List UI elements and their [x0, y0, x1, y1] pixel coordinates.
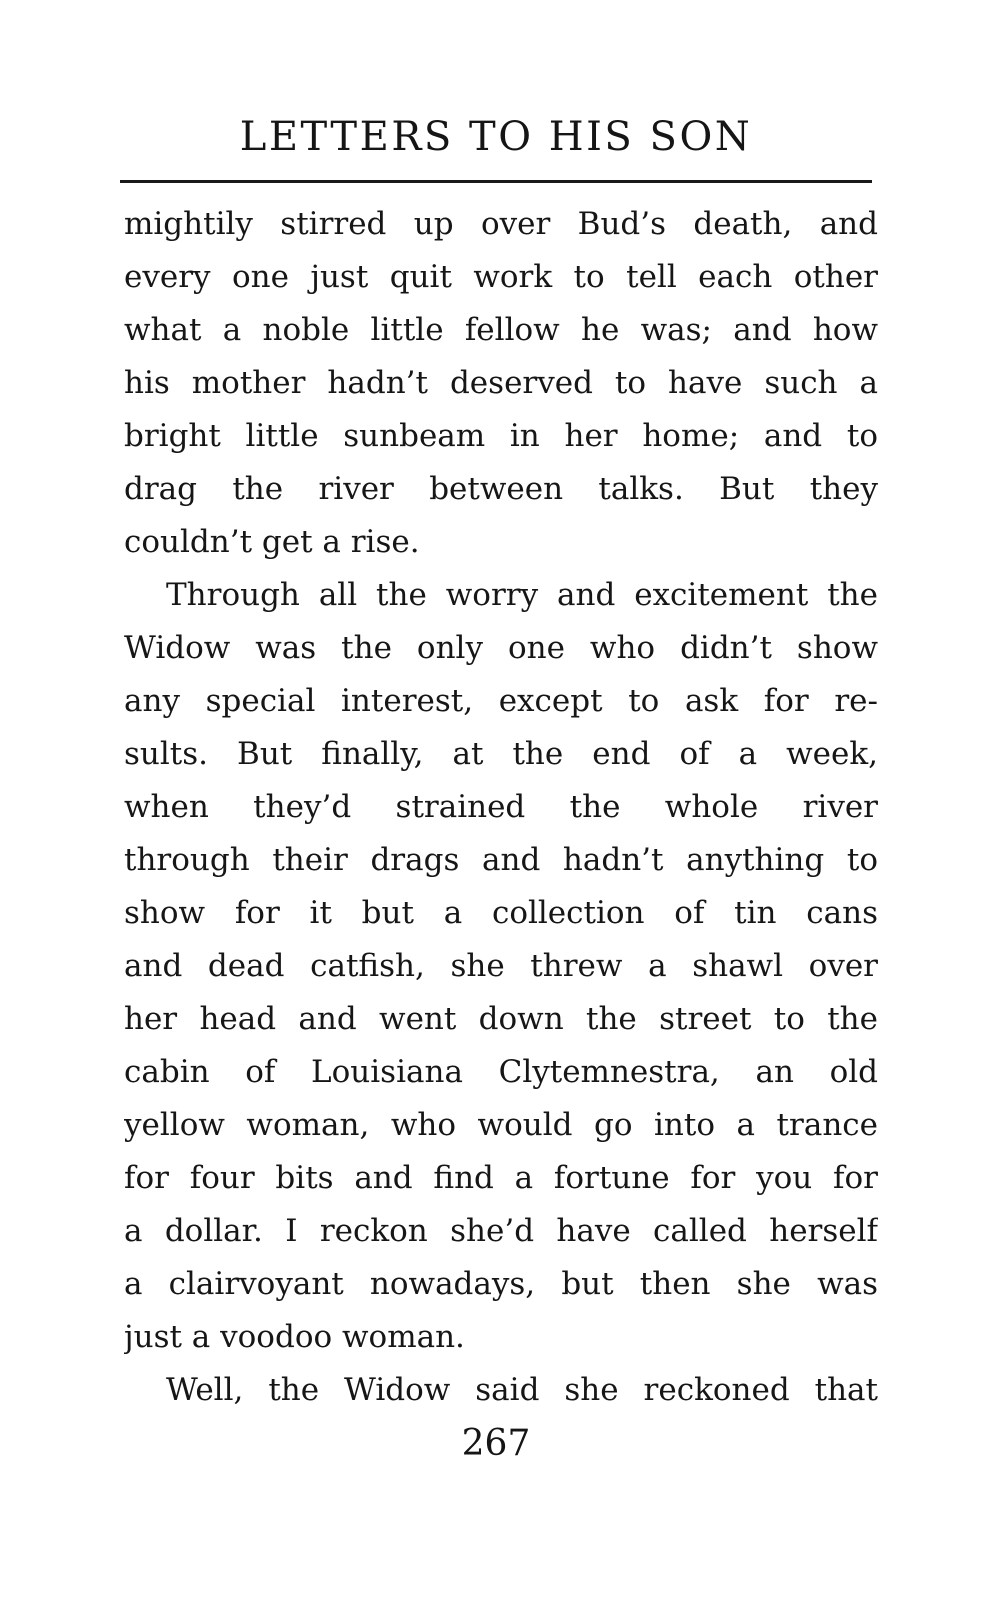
- text-line: sults. But finally, at the end of a week,: [124, 736, 878, 772]
- running-head: LETTERS TO HIS SON: [239, 114, 753, 160]
- text-line: her head and went down the street to the: [124, 1001, 878, 1037]
- text-line: a dollar. I reckon she’d have called herself: [124, 1213, 878, 1249]
- text-line: through their drags and hadn’t anything to: [124, 842, 878, 878]
- text-line: couldn’t get a rise.: [124, 524, 420, 560]
- text-line: a clairvoyant nowadays, but then she was: [124, 1266, 878, 1302]
- text-line: his mother hadn’t deserved to have such a: [124, 365, 878, 401]
- text-line: every one just quit work to tell each other: [124, 259, 878, 295]
- text-line: mightily stirred up over Bud’s death, and: [124, 206, 878, 242]
- page-number: 267: [461, 1423, 531, 1464]
- text-line: when they’d strained the whole river: [124, 789, 878, 825]
- text-line: and dead catfish, she threw a shawl over: [124, 948, 878, 984]
- text-line: show for it but a collection of tin cans: [124, 895, 878, 931]
- text-line: for four bits and find a fortune for you for: [124, 1160, 878, 1196]
- paragraph-start-line: Through all the worry and excitement the: [166, 577, 878, 613]
- paragraph-start-line: Well, the Widow said she reckoned that: [166, 1372, 878, 1408]
- text-line: any special interest, except to ask for re-: [124, 683, 878, 719]
- text-line: Widow was the only one who didn’t show: [124, 630, 878, 666]
- text-line: just a voodoo woman.: [124, 1319, 465, 1355]
- header-rule: [120, 180, 872, 183]
- text-line: cabin of Louisiana Clytemnestra, an old: [124, 1054, 878, 1090]
- text-line: what a noble little fellow he was; and how: [124, 312, 878, 348]
- text-line: bright little sunbeam in her home; and to: [124, 418, 878, 454]
- text-line: drag the river between talks. But they: [124, 471, 878, 507]
- text-line: yellow woman, who would go into a trance: [124, 1107, 878, 1143]
- body-text: [124, 198, 878, 1417]
